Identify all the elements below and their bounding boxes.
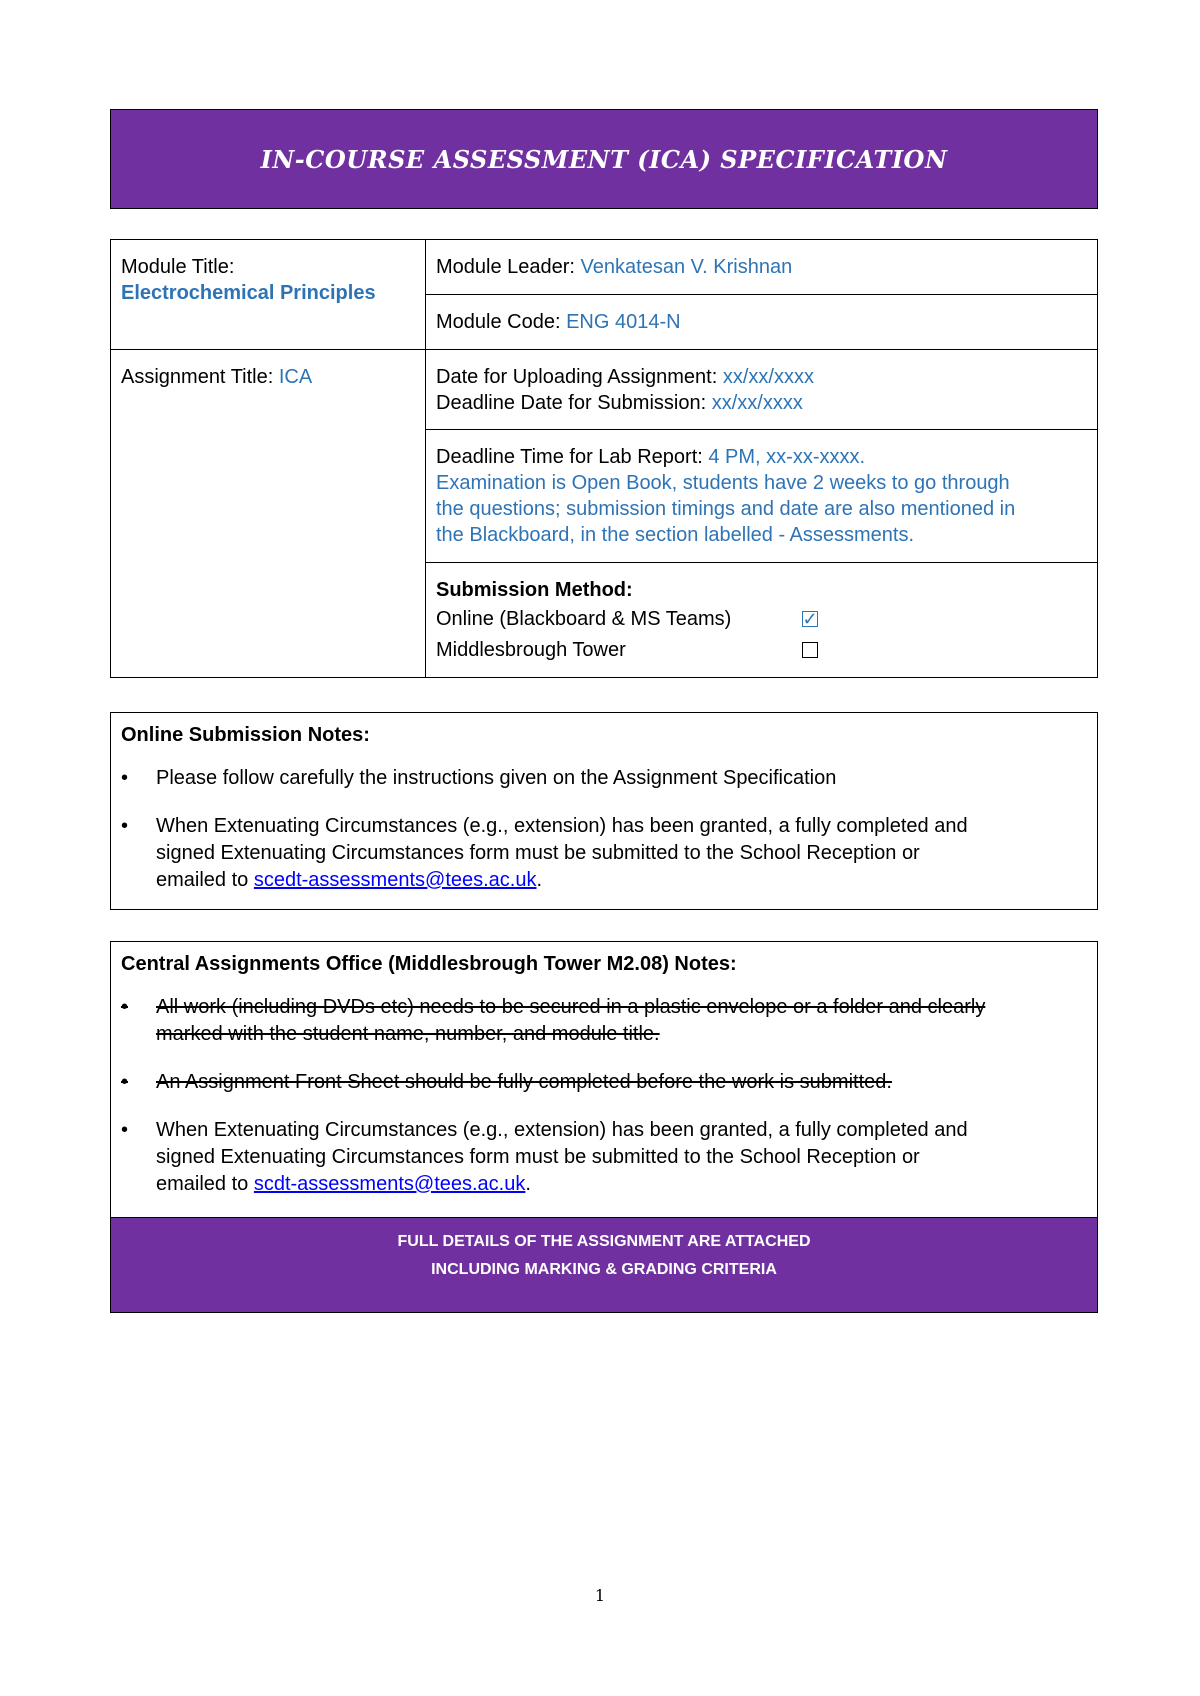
bullet-icon: • <box>121 1071 129 1093</box>
module-leader-cell <box>426 240 1098 295</box>
footer-line-1: FULL DETAILS OF THE ASSIGNMENT ARE ATTACHED <box>397 1233 811 1250</box>
module-leader-value: Venkatesan V. Krishnan <box>580 256 793 278</box>
bullet-icon: • <box>121 1119 129 1141</box>
note-text: All work (including DVDs etc) needs to be secured in a plastic envelope or a folder and clearly <box>156 996 986 1018</box>
submission-option-online <box>436 603 1087 634</box>
list-item <box>121 765 1087 792</box>
upload-date-value: xx/xx/xxxx <box>722 366 814 388</box>
email-link[interactable]: scedt-assessments@tees.ac.uk <box>253 869 537 891</box>
module-leader-label: Module Leader: <box>436 256 581 278</box>
list-item <box>121 994 1087 1048</box>
module-title-label: Module Title: <box>121 256 235 278</box>
online-notes-list <box>121 765 1087 894</box>
module-code-label: Module Code: <box>436 311 567 333</box>
note-text: signed Extenuating Circumstances form must be submitted to the School Reception or <box>156 842 920 864</box>
upload-date-label: Date for Uploading Assignment: <box>436 366 723 388</box>
dates-cell <box>426 350 1098 430</box>
table-row <box>111 240 1098 295</box>
module-title-value: Electrochemical Principles <box>121 282 376 304</box>
module-info-table <box>110 239 1098 678</box>
footer-line-2: INCLUDING MARKING & GRADING CRITERIA <box>431 1261 777 1278</box>
online-notes-box <box>110 712 1098 910</box>
list-item <box>121 1117 1087 1198</box>
exam-note-line-1: Examination is Open Book, students have 2 weeks to go through <box>436 472 1010 494</box>
note-text: When Extenuating Circumstances (e.g., extension) has been granted, a fully completed and <box>156 815 968 837</box>
office-notes-list <box>121 994 1087 1198</box>
note-text: Please follow carefully the instructions given on the Assignment Specification <box>156 767 837 789</box>
note-text: signed Extenuating Circumstances form must be submitted to the School Reception or <box>156 1146 920 1168</box>
page-number: 1 <box>594 1586 606 1605</box>
submission-method-heading: Submission Method: <box>436 579 633 601</box>
module-code-value: ENG 4014-N <box>566 311 681 333</box>
email-link[interactable]: scdt-assessments@tees.ac.uk <box>253 1173 526 1195</box>
bullet-icon: • <box>121 996 129 1018</box>
bullet-icon: • <box>121 767 129 789</box>
note-text: marked with the student name, number, and module title. <box>156 1023 660 1045</box>
assignment-title-label: Assignment Title: <box>121 366 279 388</box>
office-notes-box <box>110 941 1098 1219</box>
submission-option-label: Middlesbrough Tower <box>436 638 626 661</box>
assignment-title-cell <box>111 350 426 678</box>
module-code-cell <box>426 295 1098 350</box>
submission-option-tower <box>436 634 1087 665</box>
submission-option-label: Online (Blackboard & MS Teams) <box>436 607 732 630</box>
bullet-icon: • <box>121 815 129 837</box>
online-checkbox[interactable]: ✓ <box>802 608 818 629</box>
submission-method-cell <box>426 563 1098 678</box>
lab-deadline-value: 4 PM, xx-xx-xxxx. <box>708 446 866 468</box>
exam-note-line-3: the Blackboard, in the section labelled - Assessments. <box>436 524 915 546</box>
tower-checkbox[interactable] <box>802 642 818 658</box>
lab-deadline-label: Deadline Time for Lab Report: <box>436 446 709 468</box>
note-text: . <box>536 869 543 891</box>
module-title-cell <box>111 240 426 350</box>
deadline-date-label: Deadline Date for Submission: <box>436 392 712 414</box>
note-text: . <box>525 1173 531 1195</box>
document-title: IN-COURSE ASSESSMENT (ICA) SPECIFICATION <box>260 144 948 174</box>
list-item <box>121 813 1087 894</box>
title-banner <box>110 109 1098 209</box>
note-text: An Assignment Front Sheet should be fully completed before the work is submitted. <box>156 1071 892 1093</box>
lab-report-cell <box>426 430 1098 563</box>
note-text: emailed to <box>156 1173 254 1195</box>
assignment-title-value: ICA <box>278 366 313 388</box>
list-item <box>121 1069 1087 1096</box>
footer-banner <box>110 1217 1098 1313</box>
note-text: emailed to <box>156 869 254 891</box>
note-text: When Extenuating Circumstances (e.g., extension) has been granted, a fully completed and <box>156 1119 968 1141</box>
online-notes-heading: Online Submission Notes: <box>121 724 370 746</box>
exam-note-line-2: the questions; submission timings and date are also mentioned in <box>436 498 1016 520</box>
office-notes-heading: Central Assignments Office (Middlesbrough Tower M2.08) Notes: <box>121 953 737 975</box>
deadline-date-value: xx/xx/xxxx <box>711 392 803 414</box>
table-row <box>111 350 1098 430</box>
